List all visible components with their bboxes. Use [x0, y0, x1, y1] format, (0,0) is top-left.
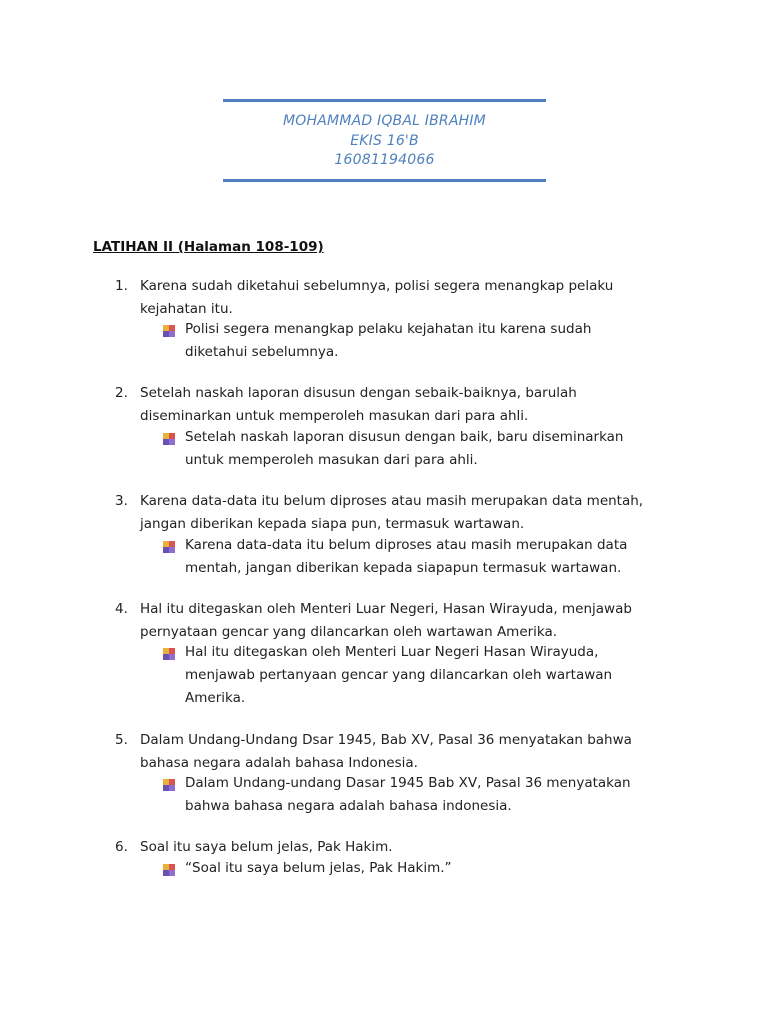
question-line: Karena sudah diketahui sebelumnya, polisi segera menangkap pelaku	[140, 278, 614, 294]
answer-line: untuk memperoleh masukan dari para ahli.	[185, 452, 478, 468]
question-line: diseminarkan untuk memperoleh masukan dari para ahli.	[140, 408, 529, 424]
item-answer	[185, 534, 665, 580]
bullet-icon	[163, 864, 175, 876]
answer-line: Dalam Undang-undang Dasar 1945 Bab XV, Pasal 36 menyatakan	[185, 775, 631, 791]
bullet-icon	[163, 433, 175, 445]
bullet-icon	[163, 325, 175, 337]
item-number: 2.	[115, 385, 128, 401]
answer-line: bahwa bahasa negara adalah bahasa indonesia.	[185, 798, 512, 814]
header-block	[223, 99, 546, 183]
student-id: 16081194066	[334, 152, 435, 168]
item-question	[140, 598, 670, 644]
answer-line: mentah, jangan diberikan kepada siapapun termasuk wartawan.	[185, 560, 622, 576]
item-question	[140, 729, 670, 775]
header-bottom-rule	[223, 179, 546, 182]
answer-line: “Soal itu saya belum jelas, Pak Hakim.”	[185, 860, 452, 876]
item-question	[140, 275, 670, 321]
question-line: bahasa negara adalah bahasa Indonesia.	[140, 755, 418, 771]
student-name: MOHAMMAD IQBAL IBRAHIM	[283, 113, 486, 129]
question-line: kejahatan itu.	[140, 301, 233, 317]
question-line: Dalam Undang-Undang Dsar 1945, Bab XV, Pasal 36 menyatakan bahwa	[140, 732, 632, 748]
item-question	[140, 836, 670, 859]
answer-line: Karena data-data itu belum diproses atau masih merupakan data	[185, 537, 628, 553]
bullet-icon	[163, 541, 175, 553]
question-line: jangan diberikan kepada siapa pun, termasuk wartawan.	[140, 516, 525, 532]
item-number: 6.	[115, 839, 128, 855]
item-number: 4.	[115, 601, 128, 617]
item-question	[140, 490, 670, 536]
header-text	[223, 112, 546, 171]
question-line: pernyataan gencar yang dilancarkan oleh wartawan Amerika.	[140, 624, 558, 640]
section-title: LATIHAN II (Halaman 108-109)	[93, 239, 324, 255]
answer-line: Polisi segera menangkap pelaku kejahatan itu karena sudah	[185, 321, 592, 337]
answer-line: diketahui sebelumnya.	[185, 344, 339, 360]
answer-line: Amerika.	[185, 690, 246, 706]
header-top-rule	[223, 99, 546, 102]
item-answer	[185, 857, 665, 880]
answer-line: Hal itu ditegaskan oleh Menteri Luar Negeri Hasan Wirayuda,	[185, 644, 599, 660]
item-answer	[185, 772, 665, 818]
item-number: 1.	[115, 278, 128, 294]
answer-line: menjawab pertanyaan gencar yang dilancarkan oleh wartawan	[185, 667, 613, 683]
student-class: EKIS 16'B	[350, 132, 419, 149]
question-line: Soal itu saya belum jelas, Pak Hakim.	[140, 839, 393, 855]
item-answer	[185, 426, 665, 472]
question-line: Hal itu ditegaskan oleh Menteri Luar Negeri, Hasan Wirayuda, menjawab	[140, 601, 632, 617]
question-line: Setelah naskah laporan disusun dengan sebaik-baiknya, barulah	[140, 385, 577, 401]
item-answer	[185, 318, 665, 364]
item-question	[140, 382, 670, 428]
bullet-icon	[163, 648, 175, 660]
bullet-icon	[163, 779, 175, 791]
item-answer	[185, 641, 665, 710]
item-number: 3.	[115, 493, 128, 509]
question-line: Karena data-data itu belum diproses atau masih merupakan data mentah,	[140, 493, 644, 509]
item-number: 5.	[115, 732, 128, 748]
answer-line: Setelah naskah laporan disusun dengan baik, baru diseminarkan	[185, 429, 624, 445]
